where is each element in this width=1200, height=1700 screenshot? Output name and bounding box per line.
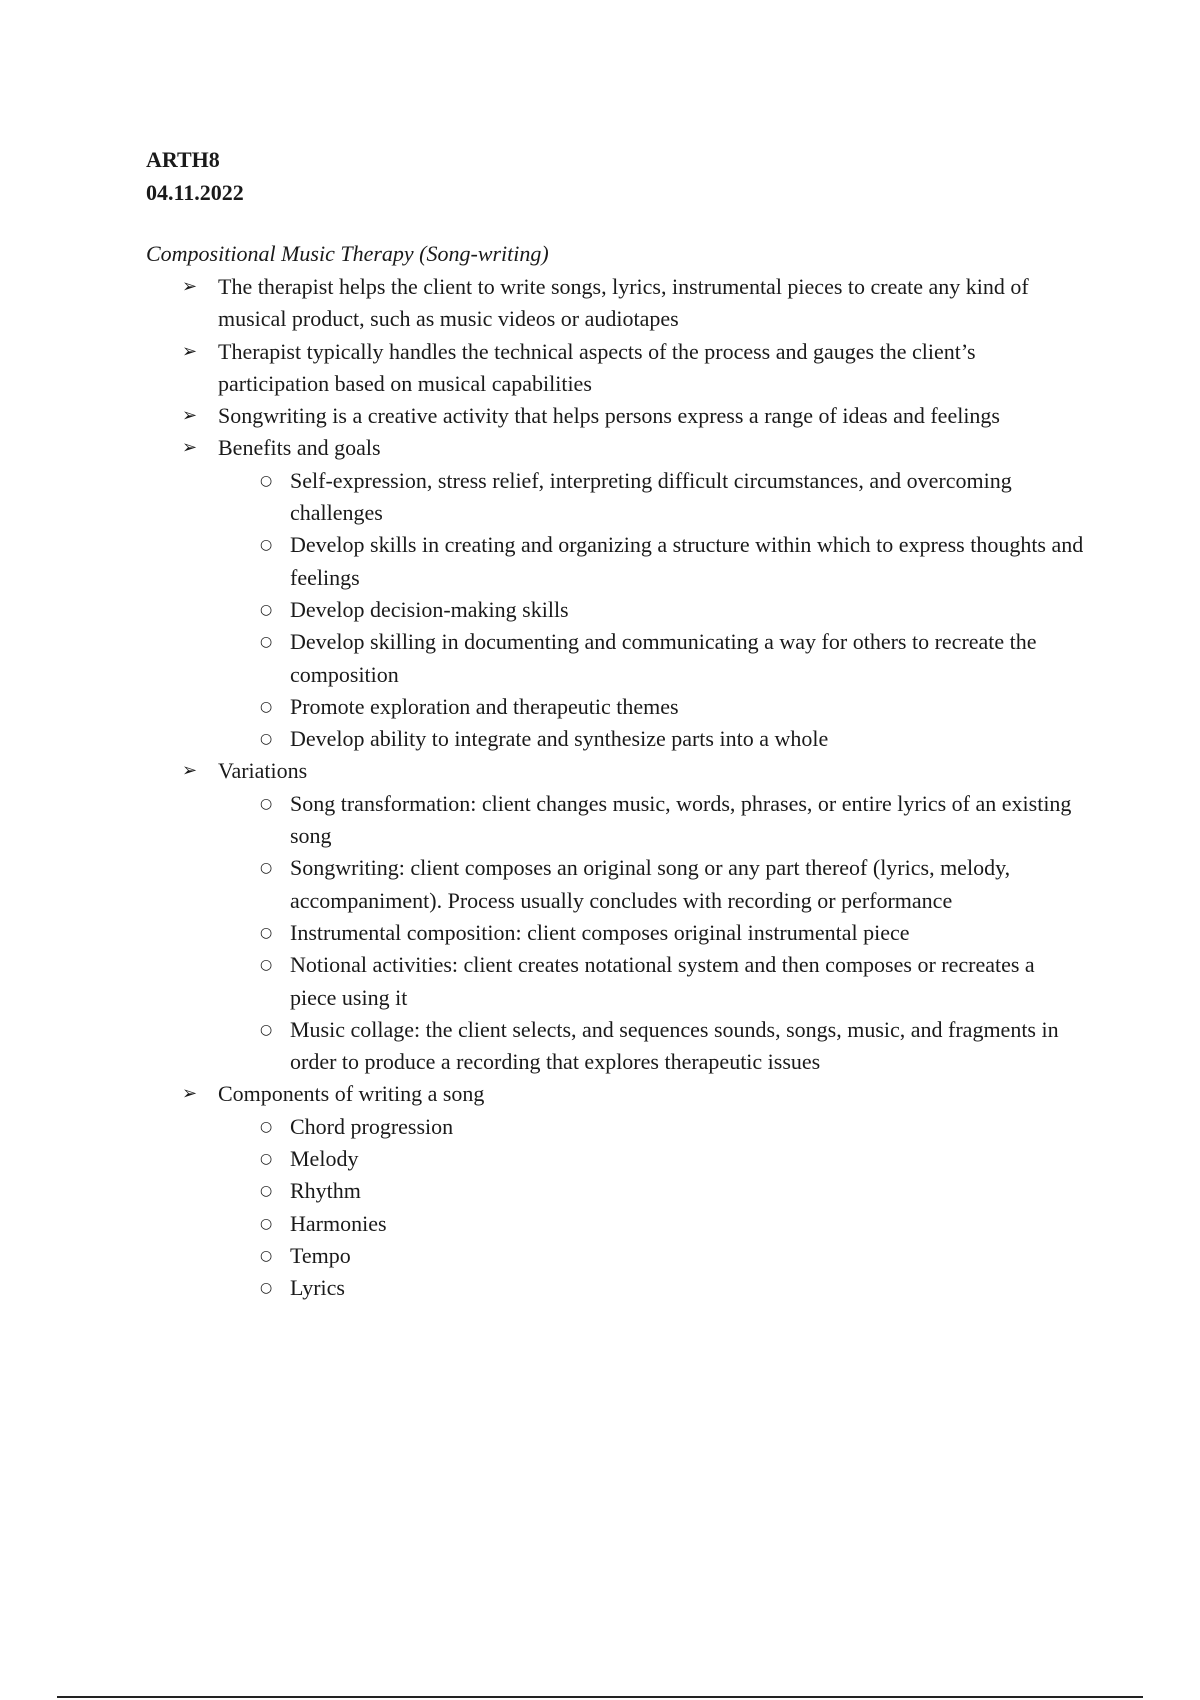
arrow-bullet-icon: ➢	[182, 760, 198, 782]
sub-bullet-list	[218, 788, 1086, 1079]
circle-bullet-icon: ○	[260, 1021, 273, 1038]
sub-bullet-text: Rhythm	[290, 1178, 361, 1204]
sub-bullet-point	[260, 1111, 1086, 1143]
bullet-point	[182, 432, 1086, 755]
bullet-text: Songwriting is a creative activity that helps persons express a range of ideas and feelings	[218, 403, 1000, 429]
sub-bullet-text: Music collage: the client selects, and sequences sounds, songs, music, and fragments in order to produce a recording that explores therapeutic issues	[290, 1016, 1059, 1075]
bullet-text: Therapist typically handles the technical aspects of the process and gauges the client’s participation based on musical capabilities	[218, 338, 976, 396]
sub-bullet-point	[260, 465, 1086, 530]
circle-bullet-icon: ○	[260, 1183, 273, 1200]
bullet-point	[182, 755, 1086, 1078]
circle-bullet-icon: ○	[260, 860, 273, 877]
circle-bullet-icon: ○	[260, 924, 273, 941]
sub-bullet-text: Lyrics	[290, 1275, 345, 1301]
sub-bullet-point	[260, 594, 1086, 626]
circle-bullet-icon: ○	[260, 957, 273, 974]
sub-bullet-text: Tempo	[290, 1242, 351, 1268]
sub-bullet-text: Instrumental composition: client composes original instrumental piece	[290, 919, 910, 945]
sub-bullet-point	[260, 1272, 1086, 1304]
sub-bullet-point	[260, 1014, 1086, 1079]
sub-bullet-point	[260, 1208, 1086, 1240]
sub-bullet-text: Promote exploration and therapeutic themes	[290, 693, 679, 719]
sub-bullet-point	[260, 1240, 1086, 1272]
circle-bullet-icon: ○	[260, 731, 273, 748]
document-header	[146, 144, 244, 209]
circle-bullet-icon: ○	[260, 537, 273, 554]
bullet-point	[182, 400, 1086, 432]
sub-bullet-text: Harmonies	[290, 1210, 387, 1236]
sub-bullet-point	[260, 723, 1086, 755]
sub-bullet-point	[260, 529, 1086, 594]
sub-bullet-list	[218, 465, 1086, 756]
circle-bullet-icon: ○	[260, 472, 273, 489]
bullet-point	[182, 1078, 1086, 1304]
circle-bullet-icon: ○	[260, 1151, 273, 1168]
sub-bullet-text: Song transformation: client changes music, words, phrases, or entire lyrics of an existing song	[290, 790, 1072, 849]
bullet-text: Variations	[218, 758, 308, 784]
bullet-text: Benefits and goals	[218, 435, 381, 461]
bullet-text: Components of writing a song	[218, 1081, 485, 1107]
sub-bullet-text: Develop decision-making skills	[290, 596, 569, 622]
arrow-bullet-icon: ➢	[182, 1083, 198, 1105]
circle-bullet-icon: ○	[260, 795, 273, 812]
circle-bullet-icon: ○	[260, 1280, 273, 1297]
sub-bullet-text: Chord progression	[290, 1113, 454, 1139]
sub-bullet-point	[260, 1175, 1086, 1207]
sub-bullet-point	[260, 626, 1086, 691]
sub-bullet-text: Melody	[290, 1146, 359, 1172]
arrow-bullet-icon: ➢	[182, 340, 198, 362]
circle-bullet-icon: ○	[260, 634, 273, 651]
sub-bullet-point	[260, 917, 1086, 949]
sub-bullet-point	[260, 852, 1086, 917]
sub-bullet-list	[218, 1111, 1086, 1305]
course-code: ARTH8	[146, 147, 220, 172]
arrow-bullet-icon: ➢	[182, 276, 198, 297]
notes-content	[146, 271, 1086, 1305]
bullet-point	[182, 336, 1086, 401]
main-bullet-list	[146, 271, 1086, 1305]
arrow-bullet-icon: ➢	[182, 405, 198, 427]
sub-bullet-text: Develop ability to integrate and synthesize parts into a whole	[290, 726, 829, 752]
bottom-divider	[57, 1696, 1143, 1698]
circle-bullet-icon: ○	[260, 698, 273, 715]
note-date: 04.11.2022	[146, 179, 244, 205]
sub-bullet-point	[260, 691, 1086, 723]
circle-bullet-icon: ○	[260, 601, 273, 618]
circle-bullet-icon: ○	[260, 1247, 273, 1264]
sub-bullet-point	[260, 1143, 1086, 1175]
bullet-text: The therapist helps the client to write songs, lyrics, instrumental pieces to create any kind of musical product, such as music videos or audiotapes	[218, 274, 1029, 332]
sub-bullet-text: Develop skilling in documenting and communicating a way for others to recreate the composition	[290, 629, 1037, 687]
circle-bullet-icon: ○	[260, 1215, 273, 1232]
sub-bullet-text: Develop skills in creating and organizing a structure within which to express thoughts and feelings	[290, 532, 1084, 590]
sub-bullet-point	[260, 788, 1086, 853]
arrow-bullet-icon: ➢	[182, 437, 198, 459]
sub-bullet-point	[260, 949, 1086, 1014]
section-title: Compositional Music Therapy (Song-writing)	[146, 241, 549, 266]
bullet-point	[182, 271, 1086, 336]
sub-bullet-text: Songwriting: client composes an original song or any part thereof (lyrics, melody, accompaniment). Process usually concludes with recording or performance	[290, 855, 1011, 913]
circle-bullet-icon: ○	[260, 1118, 273, 1135]
sub-bullet-text: Notional activities: client creates notational system and then composes or recreates a piece using it	[290, 952, 1035, 1010]
sub-bullet-text: Self-expression, stress relief, interpreting difficult circumstances, and overcoming challenges	[290, 467, 1012, 526]
